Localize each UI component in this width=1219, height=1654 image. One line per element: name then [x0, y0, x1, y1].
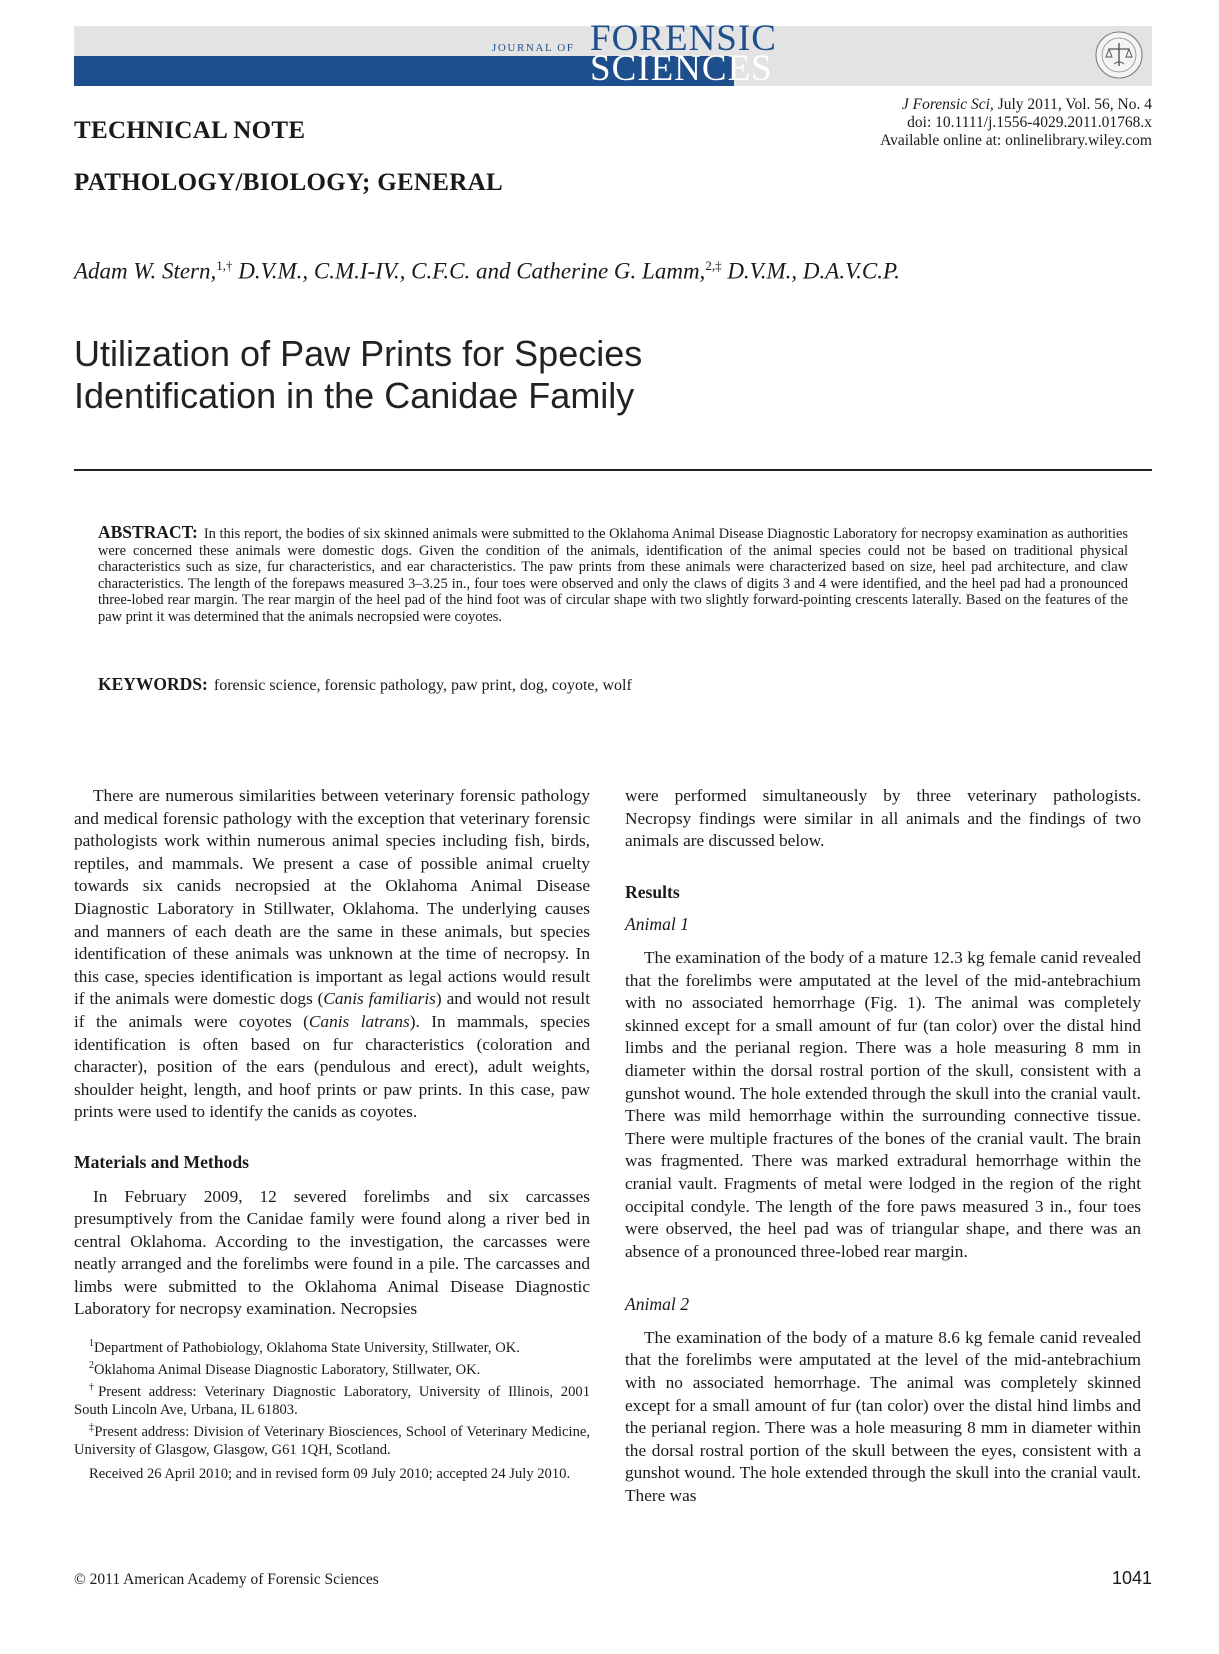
- footnote-1-mark: 1: [89, 1338, 94, 1350]
- author-1-name: Adam W. Stern,: [74, 258, 217, 284]
- page-number: 1041: [1111, 1568, 1152, 1588]
- species-canis-latrans: Canis latrans: [308, 1011, 410, 1031]
- author-line: [74, 258, 900, 285]
- left-column: [74, 785, 590, 1483]
- footnote-2-mark: 2: [89, 1359, 94, 1371]
- citation-issue: July 2011, Vol. 56, No. 4: [993, 96, 1152, 113]
- received-dates: Received 26 April 2010; and in revised form 09 July 2010; accepted 24 July 2010.: [89, 1465, 571, 1482]
- author-1-affiliation: 1,†: [216, 258, 233, 273]
- footnote-2: [74, 1357, 590, 1379]
- intro-text-2: ) and would not result if the animals were coyotes (: [74, 989, 591, 1031]
- animal-1-heading: Animal 1: [625, 914, 690, 935]
- title-line-2: Identification in the Canidae Family: [74, 375, 635, 416]
- article-title: [74, 333, 642, 417]
- abstract-text: In this report, the bodies of six skinned animals were submitted to the Oklahoma Animal Disease Diagnostic Laboratory for necropsy examination as authorities were concerned these animals were domestic dogs. Given the condition of the animals, identification of the animal species could not be based on traditional physical characteristics such as size, fur characteristics, and ear characteristics. The paw prints from these animals were characterized based on size, heel pad architecture, and claw characteristics. The length of the forepaws measured 3–3.25 in., four toes were observed and only the claws of digits 3 and 4 were identified, and the heel pad had a pronounced three-lobed rear margin. The rear margin of the heel pad of the hind foot was of circular shape with two slightly forward-pointing crescents laterally. Based on the features of the paw print it was determined that the animals necropsied were coyotes.: [98, 526, 1128, 625]
- citation-online: Available online at: onlinelibrary.wiley.com: [880, 132, 1152, 149]
- title-line-1: Utilization of Paw Prints for Species: [74, 333, 643, 374]
- article-type: TECHNICAL NOTE: [74, 117, 306, 144]
- copyright: © 2011 American Academy of Forensic Sciences: [74, 1571, 379, 1588]
- intro-text-3: ). In mammals, species identification is often based on fur characteristics (coloration and character), position of the ears (pendulous and erect), adult weights, shoulder height, length, and hoof prints or paw prints. In this case, paw prints were used to identify the canids as coyotes.: [74, 1011, 590, 1122]
- footnotes: [74, 1335, 590, 1482]
- intro-text-1: There are numerous similarities between veterinary forensic pathology and medical forensic pathology with the exception that veterinary forensic pathologists work within numerous animal species including fish, birds, reptiles, and mammals. We present a case of possible animal cruelty towards six canids necropsied at the Oklahoma Animal Disease Diagnostic Laboratory in Stillwater, Oklahoma. The underlying causes and manners of each death are the same in these animals, but species identification of these animals was unknown at the time of necropsy. In this case, species identification is important as legal actions would result if the animals were domestic dogs (: [74, 786, 590, 1009]
- footnote-3: [74, 1379, 590, 1419]
- species-canis-familiaris: Canis familiaris: [323, 989, 436, 1009]
- footnote-3-mark: †: [89, 1381, 99, 1393]
- footnote-1: [74, 1335, 590, 1357]
- author-2-affiliation: 2,‡: [705, 258, 722, 273]
- title-divider: [74, 469, 1152, 471]
- footnote-4-text: Present address: Division of Veterinary Biosciences, School of Veterinary Medicine, University of Glasgow, Glasgow, G61 1QH, Scotland.: [74, 1423, 591, 1458]
- author-2-credentials: D.V.M., D.A.V.C.P.: [721, 258, 900, 284]
- footnote-3-text: Present address: Veterinary Diagnostic Laboratory, University of Illinois, 2001 South Lincoln Ave, Urbana, IL 61803.: [74, 1383, 590, 1418]
- abstract: [98, 524, 1128, 625]
- methods-continued: were performed simultaneously by three veterinary pathologists. Necropsy findings were similar in all animals and the findings of two animals are discussed below.: [625, 786, 1141, 851]
- methods-heading: Materials and Methods: [74, 1151, 249, 1172]
- intro-paragraph: [74, 785, 590, 1124]
- article-category: PATHOLOGY/BIOLOGY; GENERAL: [74, 169, 503, 196]
- right-column: [625, 785, 1141, 1508]
- author-credentials: D.V.M., C.M.I-IV., C.F.C. and Catherine G. Lamm,: [232, 258, 706, 284]
- citation-block: [880, 96, 1152, 150]
- footnote-4-mark: ‡: [89, 1421, 95, 1433]
- methods-paragraph: In February 2009, 12 severed forelimbs and six carcasses presumptively from the Canidae family were found along a river bed in central Oklahoma. According to the investigation, the carcasses were neatly arranged and the forelimbs were found in a pile. The carcasses and limbs were submitted to the Oklahoma Animal Disease Diagnostic Laboratory for necropsy examination. Necropsies: [74, 1186, 590, 1319]
- keywords-text: forensic science, forensic pathology, paw print, dog, coyote, wolf: [213, 677, 632, 694]
- citation-doi: doi: 10.1111/j.1556-4029.2011.01768.x: [907, 114, 1152, 131]
- abstract-label: ABSTRACT:: [98, 522, 198, 542]
- masthead-forensic: FORENSIC: [590, 18, 777, 59]
- journal-masthead: [74, 18, 1152, 89]
- keywords: [98, 674, 632, 695]
- footnote-2-text: Oklahoma Animal Disease Diagnostic Laboratory, Stillwater, OK.: [94, 1361, 481, 1378]
- animal-2-heading: Animal 2: [625, 1294, 690, 1315]
- citation-journal: J Forensic Sci,: [901, 96, 994, 113]
- aafs-seal-icon: [1094, 30, 1144, 80]
- animal-2-paragraph: The examination of the body of a mature 8.6 kg female canid revealed that the forelimbs were amputated at the level of the mid-antebrachium with no associated hemorrhage. The animal was completely skinned except for a small amount of fur (tan color) over the distal hind limbs and the perianal region. There was a hole measuring 8 mm in diameter within the dorsal rostral portion of the skull between the eyes, consistent with a gunshot wound. The hole extended through the skull into the cranial vault. There was: [625, 1327, 1141, 1506]
- footnote-1-text: Department of Pathobiology, Oklahoma State University, Stillwater, OK.: [94, 1339, 520, 1356]
- footnote-4: [74, 1419, 590, 1459]
- masthead-sciences: SCIENCES: [590, 48, 773, 89]
- animal-1-paragraph: The examination of the body of a mature 12.3 kg female canid revealed that the forelimbs were amputated at the level of the mid-antebrachium with no associated hemorrhage (Fig. 1). The animal was completely skinned except for a small amount of fur (tan color) over the distal hind limbs and the perianal region. There was a hole measuring 8 mm in diameter within the dorsal rostral portion of the skull, consistent with a gunshot wound. The hole extended through the skull into the cranial vault. There was mild hemorrhage within the surrounding connective tissue. There were multiple fractures of the bones of the cranial vault. The brain was fragmented. There was marked extradural hemorrhage within the cranial vault. Fragments of metal were lodged in the region of the right occipital condyle. The length of the fore paws measured 3 in., four toes were observed, the heel pad was of triangular shape, and there was an absence of a pronounced three-lobed rear margin.: [625, 947, 1141, 1261]
- keywords-label: KEYWORDS:: [98, 674, 208, 694]
- masthead-journal-of: JOURNAL OF: [492, 42, 575, 54]
- results-heading: Results: [625, 881, 680, 902]
